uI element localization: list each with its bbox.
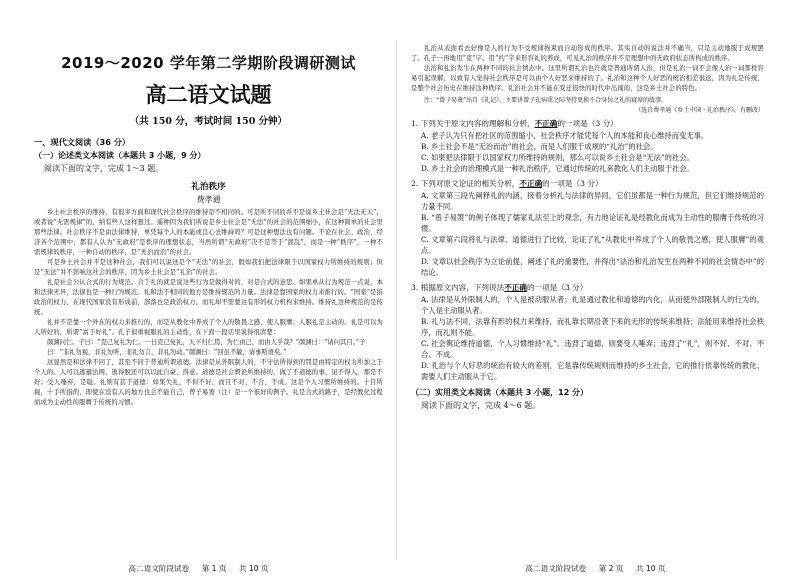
quote: 颜渊问仁。子曰：“克己复礼为仁。一日克己复礼，天下归仁焉，为仁由己，而由人乎哉？”颜渊曰：“请问其目。”子曰：“非礼勿视，非礼勿听，非礼勿言，非礼勿动。”颜渊曰：“回虽不敏，请事斯语矣。” <box>47 339 366 356</box>
instruction: 阅读下面的文字，完成 4～6 题。 <box>421 401 541 410</box>
article-title: 礼治秩序 <box>191 182 226 192</box>
option: C. 社会舆论维持道德，个人习惯维持“礼”。违背了道德，则要受人唾弃；违背了“礼”，则不好、不对、不合、不成。 <box>421 339 764 359</box>
option: A. 老子认为只有把社区的范围缩小，社会秩序才能凭每个人的本能和良心维持而变无事。 <box>421 131 709 140</box>
option: B. 礼与法不同，法靠有形的权力来维持，而礼靠长期沿袭下来的无形的传统来维持；法能用来维持社会秩序，而礼则不能。 <box>421 317 764 337</box>
paragraph: 这显然是和法律不同了，甚至不同于普通所谓道德。法律是从外限制人的，不守法所得到的罚是由特定的权力所加之于个人的。人可以逃避法网，逃得脱还可以以此自豪，得意。道德是社会舆论所维持的，做了不道德的事，见不得人，那是不好；受人唾弃，是耻。礼则有甚于道德：如果失礼，不但不好，而且不对、不合、不成。这是个人习惯所维持的。十目所视，十手所指的，即使在没有人的地方也会不能自己，曾子易箦（注）是一个很好的例子。礼是合式的路子，是经教化过程而成为主动性的服膺于传统的习惯。 <box>34 359 383 406</box>
instruction: 阅读下面的文字，完成 1～3 题。 <box>44 164 164 173</box>
footer-page: 第 1 页 <box>201 564 227 573</box>
paragraph: 可是乡土社会并不是这种社会，我们可以说这是个“无法”的社会，假如我们把法律限于以国家权力所维持的规则；但是“无法”并不影响这社会的秩序，因为乡土社会是“礼治”的社会。 <box>34 259 383 276</box>
option: D. 文章以社会秩序为立论前提，阐述了礼的重要性，并得出“法治和礼治发生在两种不同的社会情态中”的结论。 <box>421 257 764 277</box>
question-3: 3. 根据原文内容，下列说法不正确的一项是（3 分） <box>411 283 588 292</box>
footer-total: 共 10 页 <box>238 564 269 573</box>
paragraph: 法治和礼治发生在两种不同的社会情态中。这里所谓礼治也许就是普通所谓人治，但是礼治一词不会像人治一词那样容易引起误解，以致有人觉得社会秩序是可以由个人好恶来维持的了。礼治和这种个人好恶的统治相差很远，因为礼是传统，是整个社会历史在维持这种秩序。礼治社会并不能在变迁很快的时代中出现的，这是乡土社会的特色。 <box>411 65 764 92</box>
section-heading: 一、现代文阅读（36 分） <box>34 137 131 147</box>
option: B. 乡土社会不是“无治而治”的社会，而是人们服于成规的“礼治”的社会。 <box>421 142 658 151</box>
option: A. 文章第三段先阐释礼的内涵，接着分析礼与法律的异同，它们虽都是一种行为规范，但它们维持规范的力量不同。 <box>421 191 764 211</box>
option: C. 文章第六段将礼与法律、道德进行了比较，论证了礼“从教化中养成了个人的敬畏之感，使人服膺”的观点。 <box>421 235 764 255</box>
exam-subject: 高二语文试题 <box>145 83 272 107</box>
subsection-heading: （一）论述类文本阅读（本题共 3 小题，9 分） <box>34 151 206 160</box>
footer-label: 高二语文阶段试卷 <box>128 564 190 573</box>
footer-page: 第 2 页 <box>598 564 624 573</box>
exam-title: 2019～2020 学年第二学期阶段调研测试 <box>61 54 356 72</box>
footnote: 注：“曾子易箦”出自《礼记》，主要讲曾子在病重之际坚持更换不合身份之礼的寝席的故事。 <box>424 97 668 104</box>
page-footer <box>397 563 794 574</box>
option: D. 礼治与个人好恶的统治有较大的差别，它是靠传统规则而维持的乡土社会，它的推行依靠传统的教化、需要人们主动服从于它。 <box>421 361 764 381</box>
option: B. “曾子易箦”的例子体现了儒家礼法至上的观念，有力地论证礼是经教化而成为主动性的服膺于传统的习惯。 <box>421 213 764 233</box>
question-2: 2. 下列对原文论证的相关分析，不正确的一项是（3 分） <box>411 179 603 188</box>
question-1: 1. 下列关于原文内容的理解和分析，不正确的一项是（3 分） <box>411 119 618 128</box>
option: D. 乡土社会的治理模式是一种礼治秩序，它通过传统的礼来教化人们主动服于社会。 <box>421 164 694 173</box>
option: A. 法律是从外限制人的，个人是被动服从者；礼是通过教化和道德的内化，从而使外部限制人的行为的，个人是主动服从者。 <box>421 295 764 315</box>
page-2 <box>397 0 794 586</box>
article-author: 费孝通 <box>196 195 221 204</box>
source-citation: （选自费孝通《乡土中国 · 礼治秩序》，有删改） <box>635 107 764 114</box>
footer-label: 高二语文阶段试卷 <box>525 564 587 573</box>
option: C. 如果把法律限于以国家权力所维持的规则，那么可以说乡土社会是“无法”的社会。 <box>421 153 694 162</box>
paragraph: 礼治从表面看去好像是人的行为不受规律拘束而自动形成的秩序。其实自动的说法并不确当，只是主动地服于成规罢了。孔子一再地用“克”字，用“约”字来形容礼的养成，可见礼治的秩序并不是理想中的无政府状态所构成的秩序。 <box>411 45 764 62</box>
subsection-heading: （二）实用类文本阅读（本题共 3 小题，12 分） <box>411 388 589 397</box>
paragraph: 礼并不是靠一个外在的权力来推行的，而是从教化中养成了个人的敬畏之感，使人服膺；人服礼是主动的。礼是可以为人所好的，所谓“富于好礼”。孔子很重视服礼的主动性，在下面一段话里说得很清楚： <box>34 319 383 336</box>
page-footer <box>0 563 397 574</box>
exam-subtitle: （共 150 分，考试时间 150 分钟） <box>129 116 288 127</box>
footer-total: 共 10 页 <box>635 564 666 573</box>
paragraph: 礼是社会公认合式的行为规范。合于礼的就是说这些行为是做得对的，对是合式的意思。如果单从行为规范一点说，本和法律无异，法律也是一种行为规范。礼和法不相同的地方是维持规范的力量。法律是靠国家的权力来推行的。“国家”是指政治的权力，在现代国家没有形成前，部落也是政治权力。而礼却不需要这有形的权力机构来维持。维持礼这种规范的是传统。 <box>34 279 383 316</box>
paragraph: 乡土社会秩序的维持，有很多方面和现代社会秩序的维持是不相同的。可是所不同的并不是说乡土社会是“无法无天”，或者说“无需规律”的，纳有些人这样想过。遥种因为我们所说是乡土社会是“无法”的社会的范围细小，在这种简单的社会里那些法律。社会秩序不是由法律维持，单凭每个人的本能或良心去维持吗？可是这种想法也有问题。不论在社会、政治、经济各个范围中，都有人认为“无政府”是秩序的理想状态，当然所谓“无政府”决不是等于“混乱”，而是一种“秩序”，一种不需规律的秩序，一种自动的秩序，是“无治而治”的社会。 <box>34 209 383 256</box>
